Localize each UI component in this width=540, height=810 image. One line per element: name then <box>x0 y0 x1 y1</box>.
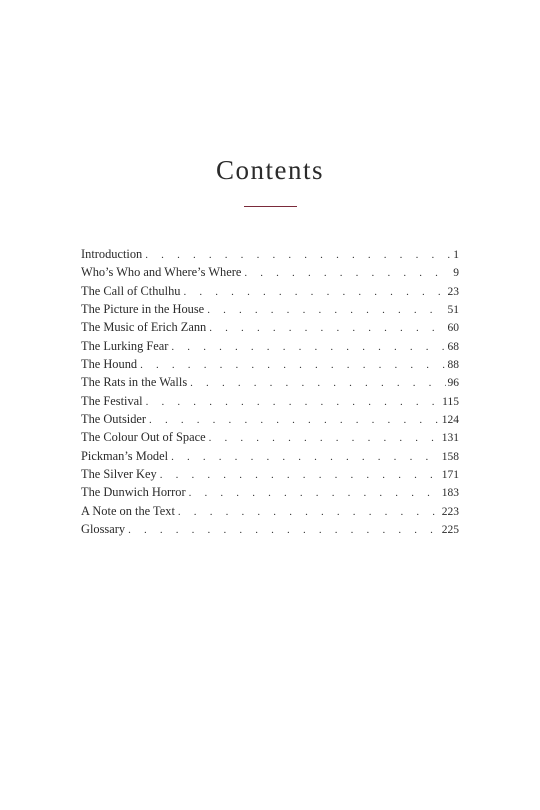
toc-entry-page: 23 <box>447 285 459 298</box>
dot-leader <box>244 267 451 279</box>
toc-entry-title: Glossary <box>81 522 126 537</box>
toc-entry-page: 1 <box>453 249 459 261</box>
dot-leader <box>209 322 445 334</box>
toc-entry-page: 51 <box>447 304 459 317</box>
toc-entry-title: The Silver Key <box>81 467 157 482</box>
dot-leader <box>190 377 445 389</box>
toc-entry-title: The Picture in the House <box>81 302 205 317</box>
dot-leader <box>140 359 445 371</box>
dot-leader <box>160 469 440 481</box>
dot-leader <box>171 451 440 463</box>
toc-entry-title: A Note on the Text <box>81 503 175 518</box>
dot-leader <box>183 286 445 298</box>
toc-entry-page: 88 <box>447 359 459 372</box>
toc-entry-page: 96 <box>447 377 459 390</box>
dot-leader <box>178 506 440 518</box>
toc-entry-title: The Lurking Fear <box>81 338 169 353</box>
toc-entry-page: 171 <box>441 469 459 482</box>
toc-entry[interactable] <box>81 430 459 448</box>
toc-entry[interactable] <box>81 247 459 265</box>
toc-entry[interactable] <box>81 357 459 375</box>
dot-leader <box>171 341 445 353</box>
toc-entry-title: The Hound <box>81 357 138 372</box>
toc-entry[interactable] <box>81 302 459 320</box>
toc-entry-page: 225 <box>441 524 459 537</box>
toc-entry[interactable] <box>81 504 459 522</box>
toc-entry[interactable] <box>81 284 459 302</box>
toc-entry-page: 60 <box>447 322 459 335</box>
toc-entry[interactable] <box>81 339 459 357</box>
toc-entry-page: 158 <box>441 450 459 463</box>
dot-leader <box>128 524 440 536</box>
toc-entry-title: Introduction <box>81 247 143 261</box>
dot-leader <box>149 414 440 426</box>
toc-entry-page: 131 <box>441 432 459 445</box>
toc-entry[interactable] <box>81 522 459 540</box>
dot-leader <box>207 304 445 316</box>
toc-entry-title: The Colour Out of Space <box>81 430 206 445</box>
toc-entry-title: The Music of Erich Zann <box>81 320 207 335</box>
toc-entry[interactable] <box>81 375 459 393</box>
dot-leader <box>209 432 440 444</box>
toc-entry-title: The Outsider <box>81 412 147 427</box>
title-divider <box>244 206 297 207</box>
toc-entry[interactable] <box>81 394 459 412</box>
dot-leader <box>146 396 441 408</box>
toc-entry-page: 183 <box>441 487 459 500</box>
toc-entry-title: The Festival <box>81 393 143 408</box>
table-of-contents <box>81 247 459 541</box>
toc-entry[interactable] <box>81 485 459 503</box>
dot-leader <box>189 487 440 499</box>
toc-entry[interactable] <box>81 320 459 338</box>
toc-entry-title: The Dunwich Horror <box>81 485 186 500</box>
toc-entry-title: The Call of Cthulhu <box>81 283 181 298</box>
toc-entry-title: Pickman’s Model <box>81 448 169 463</box>
page-title: Contents <box>215 155 324 185</box>
toc-entry-title: The Rats in the Walls <box>81 375 188 390</box>
toc-entry-page: 124 <box>441 414 459 427</box>
toc-entry-page: 223 <box>441 505 459 518</box>
toc-entry-page: 9 <box>453 267 459 280</box>
toc-entry[interactable] <box>81 449 459 467</box>
dot-leader <box>145 249 451 261</box>
toc-entry-title: Who’s Who and Where’s Where <box>81 265 242 280</box>
toc-entry[interactable] <box>81 265 459 283</box>
toc-entry[interactable] <box>81 467 459 485</box>
toc-entry-page: 115 <box>442 395 459 408</box>
toc-entry-page: 68 <box>447 340 459 353</box>
toc-entry[interactable] <box>81 412 459 430</box>
